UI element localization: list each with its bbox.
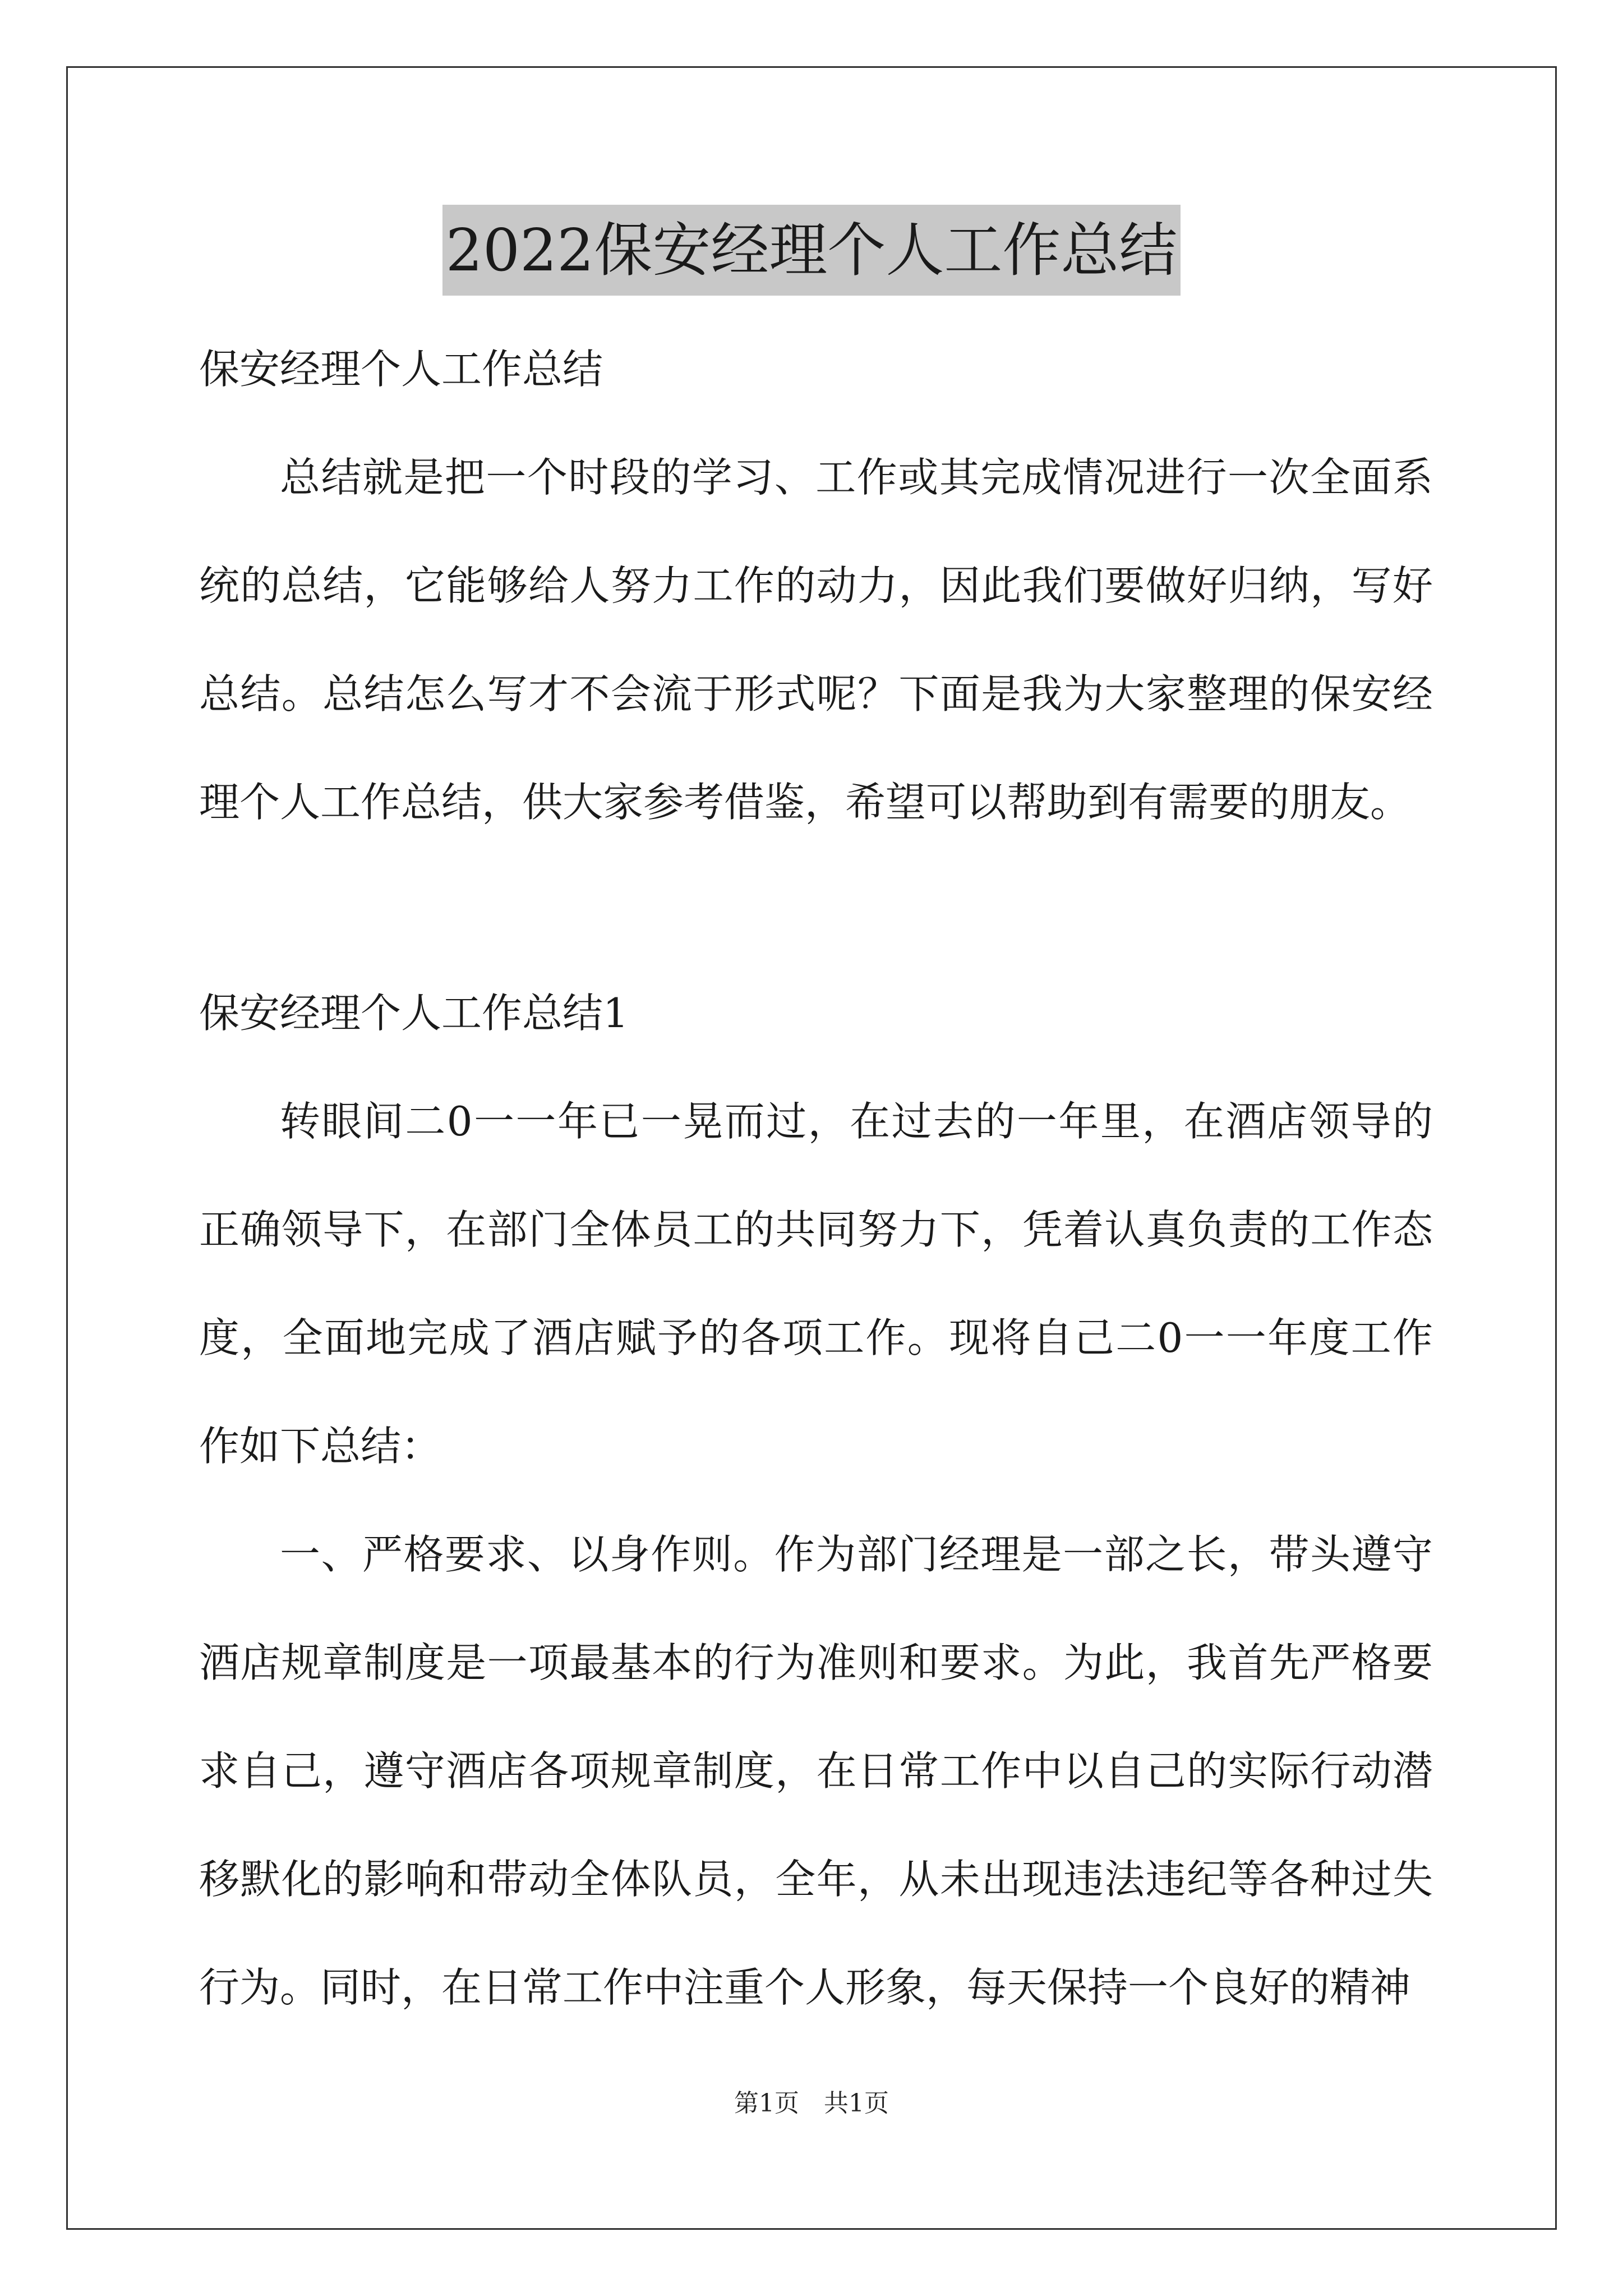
- title-container: [0, 205, 1623, 296]
- intro-paragraph: 总结就是把一个时段的学习、工作或其完成情况进行一次全面系统的总结，它能够给人努力工作的动力，因此我们要做好归纳，写好总结。总结怎么写才不会流于形式呢？下面是我为大家整理的保安经理个人工作总结，供大家参考借鉴，希望可以帮助到有需要的朋友。: [199, 454, 1433, 826]
- document-title: 2022保安经理个人工作总结: [442, 205, 1181, 296]
- paragraph-1: 转眼间二0一一年已一晃而过，在过去的一年里，在酒店领导的正确领导下，在部门全体员工的共同努力下，凭着认真负责的工作态度，全面地完成了酒店赋予的各项工作。现将自己二0一一年度工作作如下总结：: [199, 1098, 1433, 1470]
- section-heading-intro: 保安经理个人工作总结: [199, 346, 603, 393]
- section-1: [199, 959, 1433, 2042]
- page-footer: 第1页 共1页: [734, 2089, 889, 2118]
- section-heading-1: 保安经理个人工作总结1: [199, 990, 629, 1037]
- document-body: [199, 315, 1433, 857]
- paragraph-2: 一、严格要求、以身作则。作为部门经理是一部之长，带头遵守酒店规章制度是一项最基本的行为准则和要求。为此，我首先严格要求自己，遵守酒店各项规章制度，在日常工作中以自己的实际行动潜移默化的影响和带动全体队员，全年，从未出现违法违纪等各种过失行为。同时，在日常工作中注重个人形象，每天保持一个良好的精神: [199, 1531, 1433, 2011]
